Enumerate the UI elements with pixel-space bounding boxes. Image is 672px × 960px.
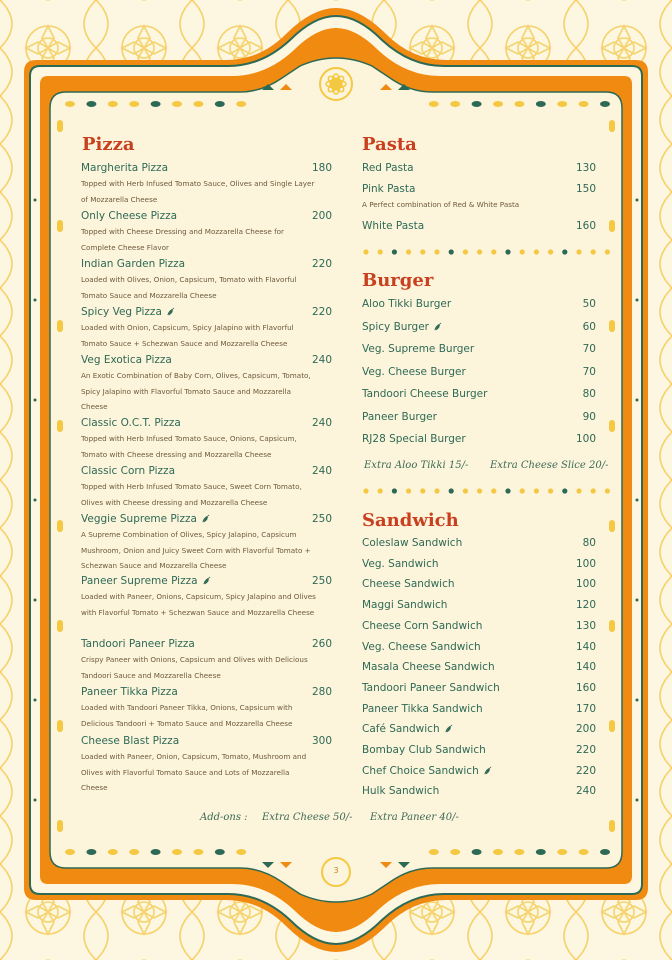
pizza-item-description: An Exotic Combination of Baby Corn, Olives, Capsicum, Tomato, Spicy Jalapino with Flavorful Tomato Sauce and Mozzarella Cheese <box>81 371 311 411</box>
pizza-item-price: 300 <box>311 735 332 747</box>
addon-extra-cheese: Extra Cheese 50/- <box>262 812 353 823</box>
pizza-item-description: Topped with Herb Infused Tomato Sauce, Sweet Corn Tomato, Olives with Cheese dressing and Mozzarella Cheese <box>81 482 302 507</box>
dotted-divider <box>362 248 612 256</box>
pizza-item-description: A Supreme Combination of Olives, Spicy Jalapino, Capsicum Mushroom, Onion and Juicy Sweet Corn with Flavorful Tomato + Schezwan Sauce and Mozzarella Cheese <box>81 530 311 570</box>
dotted-divider <box>362 487 612 495</box>
sandwich-item-price: 170 <box>575 702 596 715</box>
chili-icon <box>202 576 211 585</box>
sandwich-item-price: 120 <box>575 599 596 612</box>
burger-section-title: Burger <box>362 270 434 291</box>
pizza-item-price: 250 <box>311 513 332 525</box>
sandwich-item-price: 160 <box>575 681 596 694</box>
pizza-item-name: Classic O.C.T. Pizza <box>81 417 181 429</box>
pasta-item-description: A Perfect combination of Red & White Pasta <box>362 200 520 209</box>
sandwich-item-price: 130 <box>575 619 596 632</box>
pizza-item-description: Loaded with Paneer, Onion, Capsicum, Tomato, Mushroom and Olives with Flavorful Tomato Sauce and Lots of Mozzarella Cheese <box>81 752 307 792</box>
pizza-item-price: 250 <box>311 575 332 587</box>
pizza-item-price: 220 <box>311 306 332 318</box>
sandwich-item-price: 240 <box>575 785 596 798</box>
sandwich-item-name: Veg. Cheese Sandwich <box>362 640 481 653</box>
sandwich-item-price: 220 <box>575 744 596 756</box>
burger-item-price: 60 <box>582 320 596 333</box>
pizza-item-price: 240 <box>311 354 332 366</box>
burger-item-name: Paneer Burger <box>362 410 437 423</box>
sandwich-item-name: Cheese Sandwich <box>362 578 455 591</box>
burger-item-name: RJ28 Special Burger <box>362 433 466 445</box>
pizza-item-name: Only Cheese Pizza <box>81 210 178 222</box>
pizza-item-price: 280 <box>311 686 332 698</box>
sandwich-item-name: Veg. Sandwich <box>362 557 439 570</box>
pizza-item-description: Crispy Paneer with Onions, Capsicum and Olives with Delicious Tandoori Sauce and Mozzarella Cheese <box>81 655 308 680</box>
burger-extra-cheese-slice: Extra Cheese Slice 20/- <box>490 460 609 471</box>
pasta-item-name: Pink Pasta <box>362 183 416 195</box>
pasta-section-title: Pasta <box>362 134 417 155</box>
pizza-item-price: 260 <box>311 638 332 650</box>
burger-item-price: 50 <box>582 298 596 310</box>
pizza-item-name: Spicy Veg Pizza <box>81 306 175 318</box>
pizza-item-price: 240 <box>311 465 332 477</box>
pasta-item-name: White Pasta <box>362 220 425 232</box>
pizza-item-name: Paneer Supreme Pizza <box>81 575 211 587</box>
sandwich-item-price: 100 <box>575 557 596 570</box>
pasta-item-price: 130 <box>575 162 596 174</box>
pasta-item-price: 150 <box>575 183 596 195</box>
burger-item-name: Spicy Burger <box>362 321 442 333</box>
burger-item-price: 70 <box>582 343 596 355</box>
page-number: 3 <box>333 866 339 875</box>
sandwich-item-name: Coleslaw Sandwich <box>362 537 463 549</box>
burger-item-name: Aloo Tikki Burger <box>362 298 452 310</box>
sandwich-item-name: Tandoori Paneer Sandwich <box>362 681 500 694</box>
sandwich-item-price: 80 <box>582 537 596 549</box>
pizza-item-name: Classic Corn Pizza <box>81 465 176 477</box>
chili-icon <box>433 322 442 331</box>
pasta-item-name: Red Pasta <box>362 162 414 174</box>
burger-item-price: 80 <box>582 388 596 400</box>
pizza-item-price: 180 <box>311 162 332 174</box>
chili-icon <box>444 724 453 733</box>
sandwich-item-name: Chef Choice Sandwich <box>362 765 492 777</box>
pizza-item-name: Paneer Tikka Pizza <box>81 686 178 698</box>
pizza-item-name: Veggie Supreme Pizza <box>81 513 210 525</box>
pasta-item-price: 160 <box>575 220 596 232</box>
sandwich-item-name: Maggi Sandwich <box>362 599 448 612</box>
addons-label: Add-ons : <box>200 812 248 823</box>
burger-item-name: Tandoori Cheese Burger <box>362 388 488 400</box>
chili-icon <box>483 766 492 775</box>
addon-extra-paneer: Extra Paneer 40/- <box>370 812 459 823</box>
burger-item-name: Veg. Cheese Burger <box>362 365 466 378</box>
sandwich-item-name: Café Sandwich <box>362 723 453 735</box>
sandwich-item-price: 140 <box>575 661 596 674</box>
pizza-item-price: 240 <box>311 417 332 429</box>
pizza-item-name: Veg Exotica Pizza <box>81 354 172 366</box>
sandwich-item-price: 100 <box>575 578 596 591</box>
chili-icon <box>201 514 210 523</box>
pizza-item-price: 220 <box>311 258 332 270</box>
burger-item-price: 70 <box>582 365 596 378</box>
menu-content <box>62 96 610 858</box>
sandwich-item-name: Hulk Sandwich <box>362 785 440 798</box>
pizza-item-price: 200 <box>311 210 332 222</box>
sandwich-item-name: Bombay Club Sandwich <box>362 744 486 756</box>
pizza-item-name: Tandoori Paneer Pizza <box>81 638 195 650</box>
pizza-item-description: Loaded with Onion, Capsicum, Spicy Jalapino with Flavorful Tomato Sauce + Schezwan Sauce and Mozzarella Cheese <box>81 323 294 348</box>
sandwich-item-price: 220 <box>575 764 596 777</box>
pizza-section-title: Pizza <box>82 134 135 155</box>
burger-item-price: 90 <box>582 410 596 423</box>
pizza-item-description: Topped with Herb Infused Tomato Sauce, Olives and Single Layer of Mozzarella Cheese <box>81 179 315 204</box>
pizza-item-description: Topped with Cheese Dressing and Mozzarella Cheese for Complete Cheese Flavor <box>81 227 285 252</box>
burger-item-name: Veg. Supreme Burger <box>362 343 475 355</box>
sandwich-section-title: Sandwich <box>362 510 459 531</box>
burger-item-price: 100 <box>575 433 596 445</box>
burger-extra-aloo-tikki: Extra Aloo Tikki 15/- <box>364 460 469 471</box>
sandwich-item-name: Paneer Tikka Sandwich <box>362 702 483 715</box>
sandwich-item-price: 200 <box>575 723 596 736</box>
pizza-item-description: Loaded with Tandoori Paneer Tikka, Onions, Capsicum with Delicious Tandoori + Tomato Sauce and Mozzarella Cheese <box>81 703 293 728</box>
pizza-item-description: Loaded with Paneer, Onions, Capsicum, Spicy Jalapino and Olives with Flavorful Tomato + Schezwan Sauce and Mozzarella Cheese <box>81 592 316 617</box>
sandwich-item-name: Cheese Corn Sandwich <box>362 619 483 632</box>
pizza-item-name: Indian Garden Pizza <box>81 258 186 270</box>
pizza-item-description: Loaded with Olives, Onion, Capsicum, Tomato with Flavorful Tomato Sauce and Mozzarella Cheese <box>81 275 297 300</box>
chili-icon <box>166 307 175 316</box>
pizza-item-name: Margherita Pizza <box>81 162 169 174</box>
sandwich-item-name: Masala Cheese Sandwich <box>362 661 495 674</box>
sandwich-item-price: 140 <box>575 640 596 653</box>
pizza-item-description: Topped with Herb Infused Tomato Sauce, Onions, Capsicum, Tomato with Cheese dressing and Mozzarella Cheese <box>81 434 297 459</box>
pizza-item-name: Cheese Blast Pizza <box>81 735 180 747</box>
